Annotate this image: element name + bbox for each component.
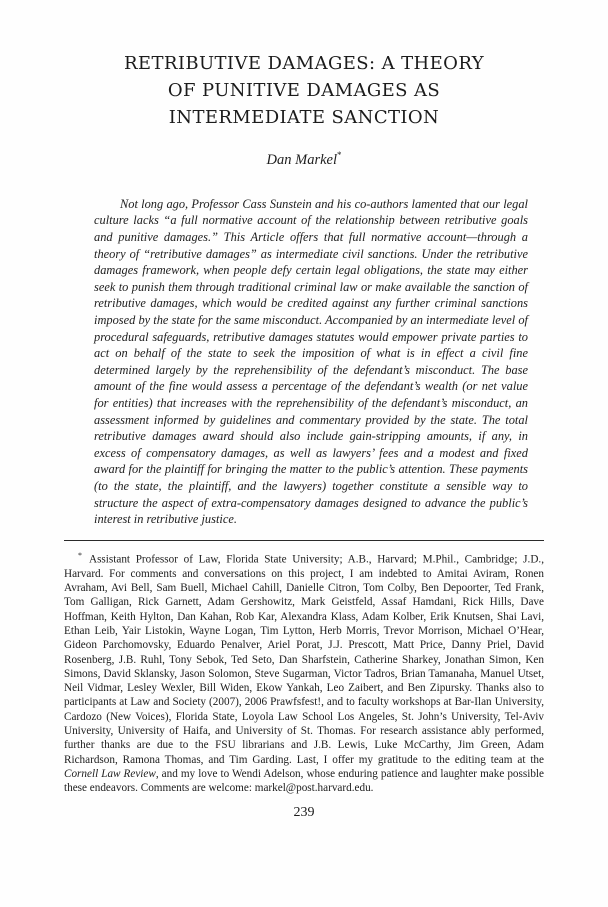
article-title bbox=[64, 50, 544, 131]
article-title-line-3: INTERMEDIATE SANCTION bbox=[168, 107, 440, 128]
page-number: 239 bbox=[293, 805, 315, 821]
author-footnote-marker: * bbox=[336, 150, 342, 160]
footnote-marker: * bbox=[78, 550, 82, 560]
abstract: Not long ago, Professor Cass Sunstein and his co-authors lamented that our legal culture lacks “a full normative account of the relationship between retributive goals and punitive damages.” This Article offers that full normative account—through a theory of “retributive damages” as intermediate civil sanctions. Under the retributive damages framework, when people defy certain legal obligations, the state may either seek to punish them through traditional criminal law or make available the sanction of retributive damages, which would be credited against any further criminal sanctions imposed by the state for the same misconduct. Accompanied by an intermediate level of procedural safeguards, retributive damages statutes would empower private parties to act on behalf of the state to seek the imposition of what is in effect a civil fine determined largely by the reprehensibility of the defendant’s misconduct. The base amount of the fine would assess a percentage of the defendant’s wealth (or net value for entities) that increases with the reprehensibility of the defendant’s misconduct, an assessment informed by guidelines and commentary provided by the state. The total retributive damages award should also include gain-stripping amounts, if any, in excess of compensatory damages, as well as lawyers’ fees and a modest and fixed award for the plaintiff for bringing the matter to the public’s attention. These payments (to the state, the plaintiff, and the lawyers) together constitute a sensible way to structure the aspect of extra-compensatory damages designed to advance the public’s interest in retributive justice. bbox=[94, 196, 528, 527]
article-title-line-2: OF PUNITIVE DAMAGES AS bbox=[167, 80, 441, 101]
footnote-separator-rule bbox=[64, 540, 544, 541]
author-footnote bbox=[64, 549, 544, 796]
author-name: Dan Markel bbox=[266, 151, 337, 168]
author-line bbox=[64, 145, 544, 170]
footnote-text: Assistant Professor of Law, Florida State University; A.B., Harvard; M.Phil., Cambridge; J.D., Harvard. For comments and conversations on this project, I am indebted to Amitai Aviram, Ronen Avraham, Avi Bell, Sam Buell, Michael Cahill, Danielle Citron, Tom Colby, Ben Depoorter, Ted Frank, Tom Galligan, Rick Garnett, Adam Gershowitz, Mark Geistfeld, Assaf Hamdani, Rick Hills, Dave Hoffman, Keith Hylton, Dan Kahan, Rob Kar, Alexandra Klass, Adam Kolber, Erik Knutsen, Shai Lavi, Ethan Leib, Yair Listokin, Wayne Logan, Tim Lytton, Herb Morris, Trevor Morrison, Michael O’Hear, Gideon Parchomovsky, Eduardo Penalver, Ariel Porat, J.J. Prescott, Matt Price, Danny Priel, David Rosenberg, J.B. Ruhl, Tony Sebok, Ted Seto, Dan Sharfstein, Catherine Sharkey, Jonathan Simon, Ken Simons, David Sklansky, Jason Solomon, Steve Sugarman, Victor Tadros, Brian Tamanaha, Manuel Utset, Neil Vidmar, Lesley Wexler, Bill Widen, Ekow Yankah, Leo Zaibert, and Ben Zipursky. Thanks also to participants at Law and Society (2007), 2006 Prawfsfest!, and to faculty workshops at Bar-Ilan University, Cardozo (New Voices), Florida State, Loyola Law School Los Angeles, St. John’s University, Tel-Aviv University, University of Haifa, and University of St. Thomas. For research assistance ably performed, further thanks are due to the FSU librarians and J.B. Lewis, Luke McCarthy, Jim Green, Adam Richardson, Ramona Thomas, and Tim Garding. Last, I offer my gratitude to the editing team at the Cornell Law Review, and my love to Wendi Adelson, whose enduring patience and laughter make possible these endeavors. Comments are welcome: markel@post.harvard.edu. bbox=[64, 553, 544, 795]
article-title-line-1: RETRIBUTIVE DAMAGES: A THEORY bbox=[123, 53, 485, 74]
